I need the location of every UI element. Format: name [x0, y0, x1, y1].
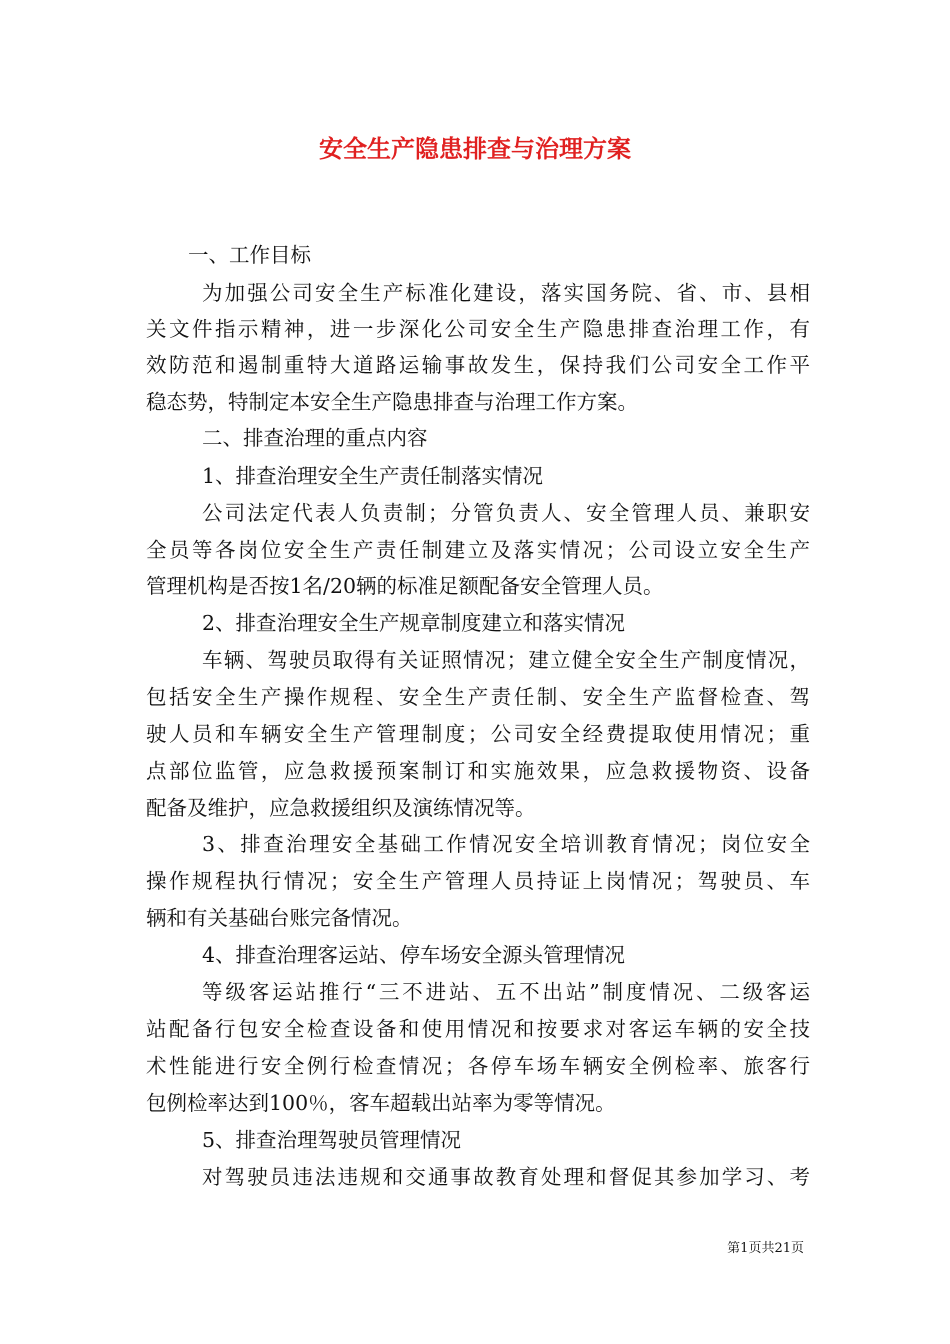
- paragraph-line: 驶人员和车辆安全生产管理制度；公司安全经费提取使用情况；重: [146, 722, 810, 746]
- paragraph-line: 包例检率达到100％，客车超载出站率为零等情况。: [146, 1091, 616, 1115]
- paragraph-line: 效防范和遏制重特大道路运输事故发生，保持我们公司安全工作平: [146, 353, 810, 377]
- subheading-3: 3、排查治理安全基础工作情况安全培训教育情况；岗位安全: [202, 832, 810, 856]
- paragraph-line: 车辆、驾驶员取得有关证照情况；建立健全安全生产制度情况，: [202, 648, 810, 672]
- section-heading-2: 二、排查治理的重点内容: [202, 426, 428, 450]
- paragraph-line: 管理机构是否按1名/20辆的标准足额配备安全管理人员。: [146, 574, 664, 598]
- document-title: 安全生产隐患排查与治理方案: [319, 134, 631, 163]
- paragraph-line: 站配备行包安全检查设备和使用情况和按要求对客运车辆的安全技: [146, 1017, 810, 1041]
- subheading-2: 2、排查治理安全生产规章制度建立和落实情况: [202, 611, 626, 635]
- paragraph-line: 为加强公司安全生产标准化建设，落实国务院、省、市、县相: [202, 281, 810, 305]
- subheading-5: 5、排查治理驾驶员管理情况: [202, 1128, 462, 1152]
- paragraph-line: 包括安全生产操作规程、安全生产责任制、安全生产监督检查、驾: [146, 685, 810, 709]
- paragraph-line: 等级客运站推行“三不进站、五不出站”制度情况、二级客运: [202, 980, 810, 1004]
- paragraph-line: 关文件指示精神，进一步深化公司安全生产隐患排查治理工作，有: [146, 317, 810, 341]
- paragraph-line: 对驾驶员违法违规和交通事故教育处理和督促其参加学习、考: [202, 1165, 810, 1189]
- paragraph-line: 公司法定代表人负责制；分管负责人、安全管理人员、兼职安: [202, 501, 810, 525]
- paragraph-line: 辆和有关基础台账完备情况。: [146, 906, 413, 930]
- subheading-1: 1、排查治理安全生产责任制落实情况: [202, 464, 544, 488]
- paragraph-line: 操作规程执行情况；安全生产管理人员持证上岗情况；驾驶员、车: [146, 869, 810, 893]
- section-heading-1: 一、工作目标: [188, 243, 311, 267]
- paragraph-line: 术性能进行安全例行检查情况；各停车场车辆安全例检率、旅客行: [146, 1054, 810, 1078]
- page-number: 第1页共21页: [727, 1241, 804, 1256]
- subheading-4: 4、排查治理客运站、停车场安全源头管理情况: [202, 943, 626, 967]
- paragraph-line: 配备及维护，应急救援组织及演练情况等。: [146, 796, 536, 820]
- paragraph-line: 稳态势，特制定本安全生产隐患排查与治理工作方案。: [146, 390, 638, 414]
- paragraph-line: 全员等各岗位安全生产责任制建立及落实情况；公司设立安全生产: [146, 538, 810, 562]
- paragraph-line: 点部位监管，应急救援预案制订和实施效果，应急救援物资、设备: [146, 759, 810, 783]
